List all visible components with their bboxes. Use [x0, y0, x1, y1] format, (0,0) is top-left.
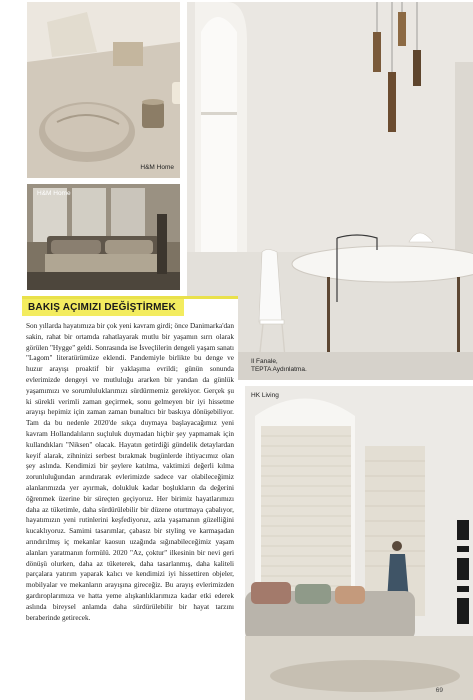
- article: [22, 296, 238, 691]
- photo-caption: [251, 358, 307, 374]
- photo-bedroom: [27, 184, 180, 290]
- photo-caption: H&M Home: [140, 164, 174, 172]
- caption-line: Il Fanale,: [251, 358, 278, 365]
- caption-line: TEPTA Aydınlatma.: [251, 365, 307, 373]
- article-body: Son yıllarda hayatımıza bir çok yeni kavram girdi; önce Danimarka'dan sakin, rahat bir ortamda rahatlayarak mutlu bir yaşamın sırrı olarak görülen "Hygge" geldi. Sonrasında ise İsveçlilerin dengeli yaşam sanatı "Lagom" literatürümüze eklendi. Pandemiyle birlikte bu denge ve huzur arayışı proaktif bir yaklaşıma evrildi; günün sonunda evlerimizde dengeyi ve mutluluğu ararken bir yandan da günlük yaşamımızı ve sorumluluklarımızı sürdürmemiz gerekiyor. Gerçek şu ki sürekli verimli zaman geçirmek, sonu gelmeyen bir iyi hissetme arayışı hepimiz için zaman zaman bunaltıcı bir baskıya dönüşebiliyor. Tam da bu nedenle 2020'de sıkça duymaya başlayacağımız yeni kavram Hollandalıların suçluluk duymadan hiçbir şey yapmamak için kullandıkları "Niksen" olacak. Hayatın getirdiği gündelik detaylardan keyif alarak, zihninizi serbest bırakmak bugünlerde ihtiyacımız olan şey aslında. Kendimizi bir şeylere katılma, vaktimizi değerli kılma zorunluluğundan arındırarak evlerimizde sadece var olabileceğimiz alanlarımızda yer ayırmak, dolukluk kadar boşlukların da değerini öğrenmek üzerine bir süreçten geçiyoruz. Her birimiz hayatlarımızı daha az tüketimle, daha sürdürülebilir bir düzene oturtmaya çabalıyor, hayatımızın yeni rutinlerini keşfediyoruz, azla yaşamanın güzelliğini kucaklıyoruz. Samimi tasarımlar, çabasız bir styling ve karmaşadan arındırılmış iç mekanlar kaosun uzağında sığınabileceğimiz yaşam alanları yaratmanın formülü. 2020 "Az, çoktur" ilkesinin bir nevi geri dönüşü olurken, daha az tüketerek, daha tasarlanmış, daha kaliteli parçalara yatırım yaparak kalıcı ve kendimizi iyi hissettiren objeler, mobilyalar ve mekanların arayışına gireceğiz. Bu arayış evlerimizden gardıroplarımıza ve hatta yeme alışkanlıklarımıza kadar etki ederek aslında bireysel anlamda daha sürdürülebilir bir hayat tarzını beraberinde getirecek.: [26, 322, 234, 622]
- photo-caption: H&M Home: [37, 190, 71, 197]
- photo-caption: HK Living: [251, 392, 279, 399]
- page-number: 69: [435, 687, 443, 694]
- photo-tabletop-candles: [27, 2, 180, 178]
- article-heading: BAKIŞ AÇIMIZI DEĞİŞTİRMEK: [22, 299, 184, 316]
- photo-living-room: [245, 386, 473, 700]
- decorative-letters: [455, 520, 471, 640]
